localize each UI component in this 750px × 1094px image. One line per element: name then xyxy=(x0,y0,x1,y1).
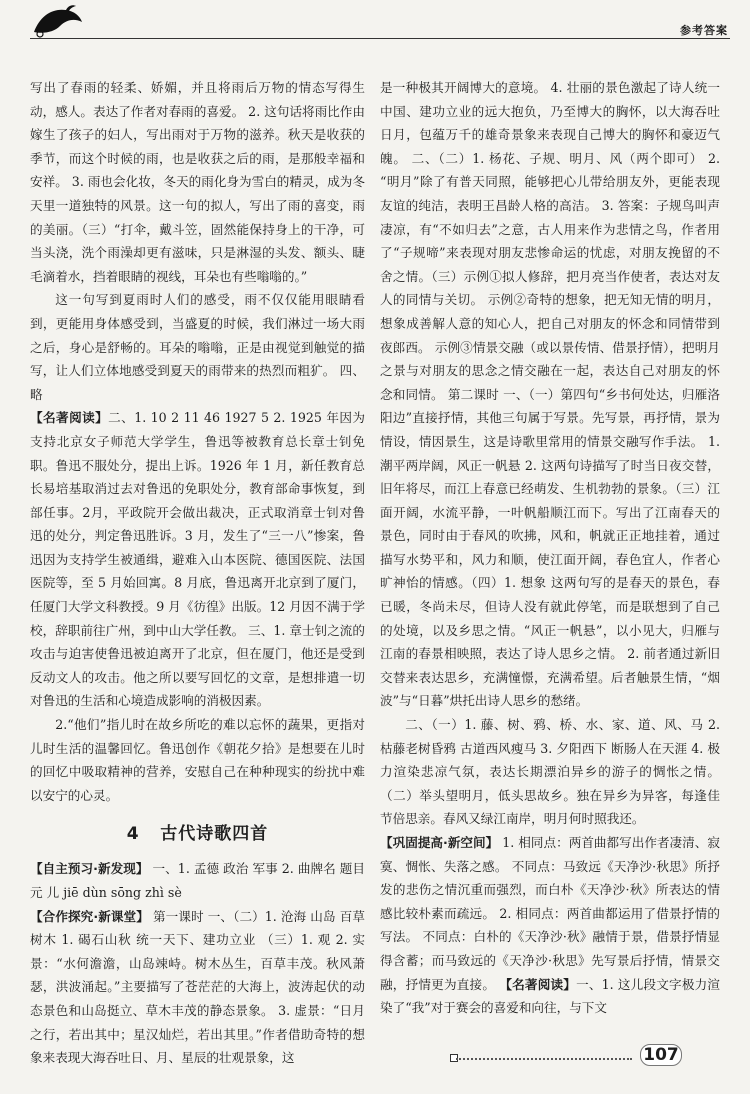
cooperation-tag: 【合作探究·新课堂】 xyxy=(30,908,149,924)
page-header xyxy=(0,0,750,44)
answer-paragraph xyxy=(380,831,720,1020)
section-title xyxy=(30,821,365,847)
reading-tag: 【名著阅读】 xyxy=(30,410,109,426)
page-number: 107 xyxy=(640,1044,682,1066)
answer-paragraph: 2.“他们”指儿时在故乡所吃的难以忘怀的蔬果，更指对儿时生活的温馨回忆。鲁迅创作《朝花夕拾》是想要在儿时的回忆中吸取精神的营养，安慰自己在种种现实的纷扰中难以安宁的心灵。 xyxy=(30,717,365,803)
answer-paragraph xyxy=(30,857,365,904)
reading-tag: 【名著阅读】 xyxy=(499,976,577,992)
consolidate-text: 1. 相同点：两首曲都写出作者凄清、寂寞、惆怅、失落之感。 不同点：马致远《天净沙·秋思》所抒发的悲伤之情沉重而强烈，而白朴《天净沙·秋》所表达的情感比较朴素而疏远。 2. 相同点：两首曲都运用了借景抒情的写法。 不同点：白朴的《天净沙·秋》融情于景，借景抒情显得含蓄；而马致远的《天净沙·秋思》先写景后抒情，情景交融，抒情更为直接。 xyxy=(380,835,720,992)
answer-paragraph: 是一种极其开阔博大的意境。 4. 壮丽的景色激起了诗人统一中国、建功立业的远大抱负，乃至博大的胸怀，以大海吞吐日月，包蕴万千的雄奇景象来表现自己博大的胸怀和豪迈气魄。 二、（二）1. 杨花、子规、明月、风（两个即可） 2. “明月”除了有普天同照，能够把心儿带给朋友外，更能表现友谊的纯洁，表明王昌龄人格的高洁。 3. 答案：子规鸟叫声凄凉，有“不如归去”之意，古人用来作为悲情之鸟，作者用了“子规啼”来表现对朋友悲惨命运的忧虑，对朋友挽留的不舍之情。（三）示例①拟人修辞，把月亮当作使者，表达对友人的同情与关切。 示例②奇特的想象，把无知无情的明月，想象成善解人意的知心人，把自己对朋友的怀念和同情带到夜郎西。 示例③情景交融（或以景传情、借景抒情），把明月之景与对朋友的思念之情交融在一起，表达自己对朋友的怀念和同情。 第二课时 一、（一）第四句“乡书何处达，归雁洛阳边”直接抒情，其他三句属于写景。先写景，再抒情，景为情设，情因景生，这是诗歌里常用的情景交融写作手法。 1. 潮平两岸阔，风正一帆悬 2. 这两句诗描写了时当日夜交替，旧年将尽，而江上春意已经萌发、生机勃勃的景象。（三）江面开阔，水流平静，一叶帆船顺江而下。写出了江南春天的景色，同时由于春风的吹拂，风和，帆就正正地挂着，通过描写水势平和，风力和顺，使江面开阔，春色宜人，作者心旷神怡的情感。（四）1. 想象 这两句写的是春天的景色，春已暖，冬尚未尽，但诗人没有就此停笔，而是联想到了自己的处境，以及乡思之情。“风正一帆悬”，以小见大，归雁与江南的春景相映照，表达了诗人思乡之情。 2. 前者通过新旧交替来表达思乡，充满憧憬，充满希望。后者触景生情，“烟波”与“日暮”烘托出诗人思乡的愁绪。 xyxy=(380,80,720,709)
preview-tag: 【自主预习·新发现】 xyxy=(30,861,149,877)
preview-text: 一、1. 孟德 政治 军事 2. 曲牌名 题目 元 儿 jiē dùn sōng zhì sè xyxy=(30,861,365,900)
page-footer xyxy=(0,1040,750,1094)
header-label: 参考答案 xyxy=(680,24,728,37)
bird-logo-icon xyxy=(30,2,84,38)
answer-paragraph: 二、（一）1. 藤、树、鸦、桥、水、家、道、风、马 2. 枯藤老树昏鸦 古道西风瘦马 3. 夕阳西下 断肠人在天涯 4. 极力渲染悲凉气氛，表达长期漂泊异乡的游子的惆怅之情。（二）举头望明月，低头思故乡。独在异乡为异客，每逢佳节倍思亲。春风又绿江南岸，明月何时照我还。 xyxy=(380,717,720,827)
header-rule xyxy=(30,38,730,39)
answer-paragraph xyxy=(30,406,365,713)
answer-paragraph: 这一句写到夏雨时人们的感受，雨不仅仅能用眼睛看到，更能用身体感受到，当盛夏的时候，我们淋过一场大雨之后，身心是舒畅的。耳朵的嗡嗡，正是由视觉到触觉的描写，让人们立体地感受到夏天的雨带来的热烈而粗犷。 四、略 xyxy=(30,292,365,402)
cooperation-text: 第一课时 一、（二）1. 沧海 山岛 百草树木 1. 碣石山秋 统一天下、建功立业 （三）1. 观 2. 实景：“水何澹澹，山岛竦峙。树木丛生，百草丰茂。秋风萧瑟，洪波涌起。”主要描写了苍茫茫的大海上，波涛起伏的动态景色和山岛挺立、草木丰茂的静态景象。 3. 虚景：“日月之行，若出其中；星汉灿烂，若出其里。”作者借助奇特的想象来表现大海吞吐日、月、星辰的壮观景象，这 xyxy=(30,908,365,1066)
consolidate-tag: 【巩固提高·新空间】 xyxy=(380,835,499,850)
answer-paragraph: 写出了春雨的轻柔、娇媚，并且将雨后万物的情态写得生动，感人。表达了作者对春雨的喜爱。 2. 这句话将雨比作由嫁生了孩子的妇人，写出雨对于万物的滋养。秋天是收获的季节，而这个时候的雨，也是收获之后的雨，是那般幸福和安祥。 3. 雨也会化妆，冬天的雨化身为雪白的精灵，成为冬天里一道独特的风景。这一句的拟人，写出了雨的喜变，雨的美丽。（三）“打伞，戴斗笠，固然能保持身上的干净，可当头浇，洗个雨澡却更有滋味，只是淋湿的头发、额头、睫毛滴着水，挡着眼睛的视线，耳朵也有些嗡嗡的。” xyxy=(30,80,365,284)
right-column xyxy=(380,76,720,1036)
section-name: 古代诗歌四首 xyxy=(160,824,269,845)
left-column xyxy=(30,76,365,1066)
reading-text: 二、1. 10 2 11 46 1927 5 2. 1925 年因为支持北京女子师范大学学生，鲁迅等被教育总长章士钊免职。鲁迅不服处分，提出上诉。1926 年 1 月，新任教育总长易培基取消过去对鲁迅的免职处分，教育部命事恢复，到部任事。2月，平政院开会做出裁决，正式取消章士钊对鲁迅的处分，判定鲁迅胜诉。3 月，发生了“三一八”惨案，鲁迅因为支持学生被通缉，避难入山本医院、德国医院、法国医院等，至 5 月始回寓。8 月底，鲁迅离开北京到了厦门，任厦门大学文科教授。9 月《彷徨》出版。12 月因不满于学校，辞职前往广州，到中山大学任教。 三、1. 章士钊之流的攻击与迫害使鲁迅被迫离开了北京，但在厦门，他还是受到反动文人的攻击。他之所以要写回忆的文章，是想排遣一切对鲁迅的生活和心境造成影响的消极因素。 xyxy=(30,410,365,709)
section-number: 4 xyxy=(126,824,140,845)
footer-dotted-rule xyxy=(456,1058,632,1060)
reading-text: 一、1. 这儿段文字极力渲染了“我”对于赛会的喜爱和向往，与下文 xyxy=(380,976,720,1016)
